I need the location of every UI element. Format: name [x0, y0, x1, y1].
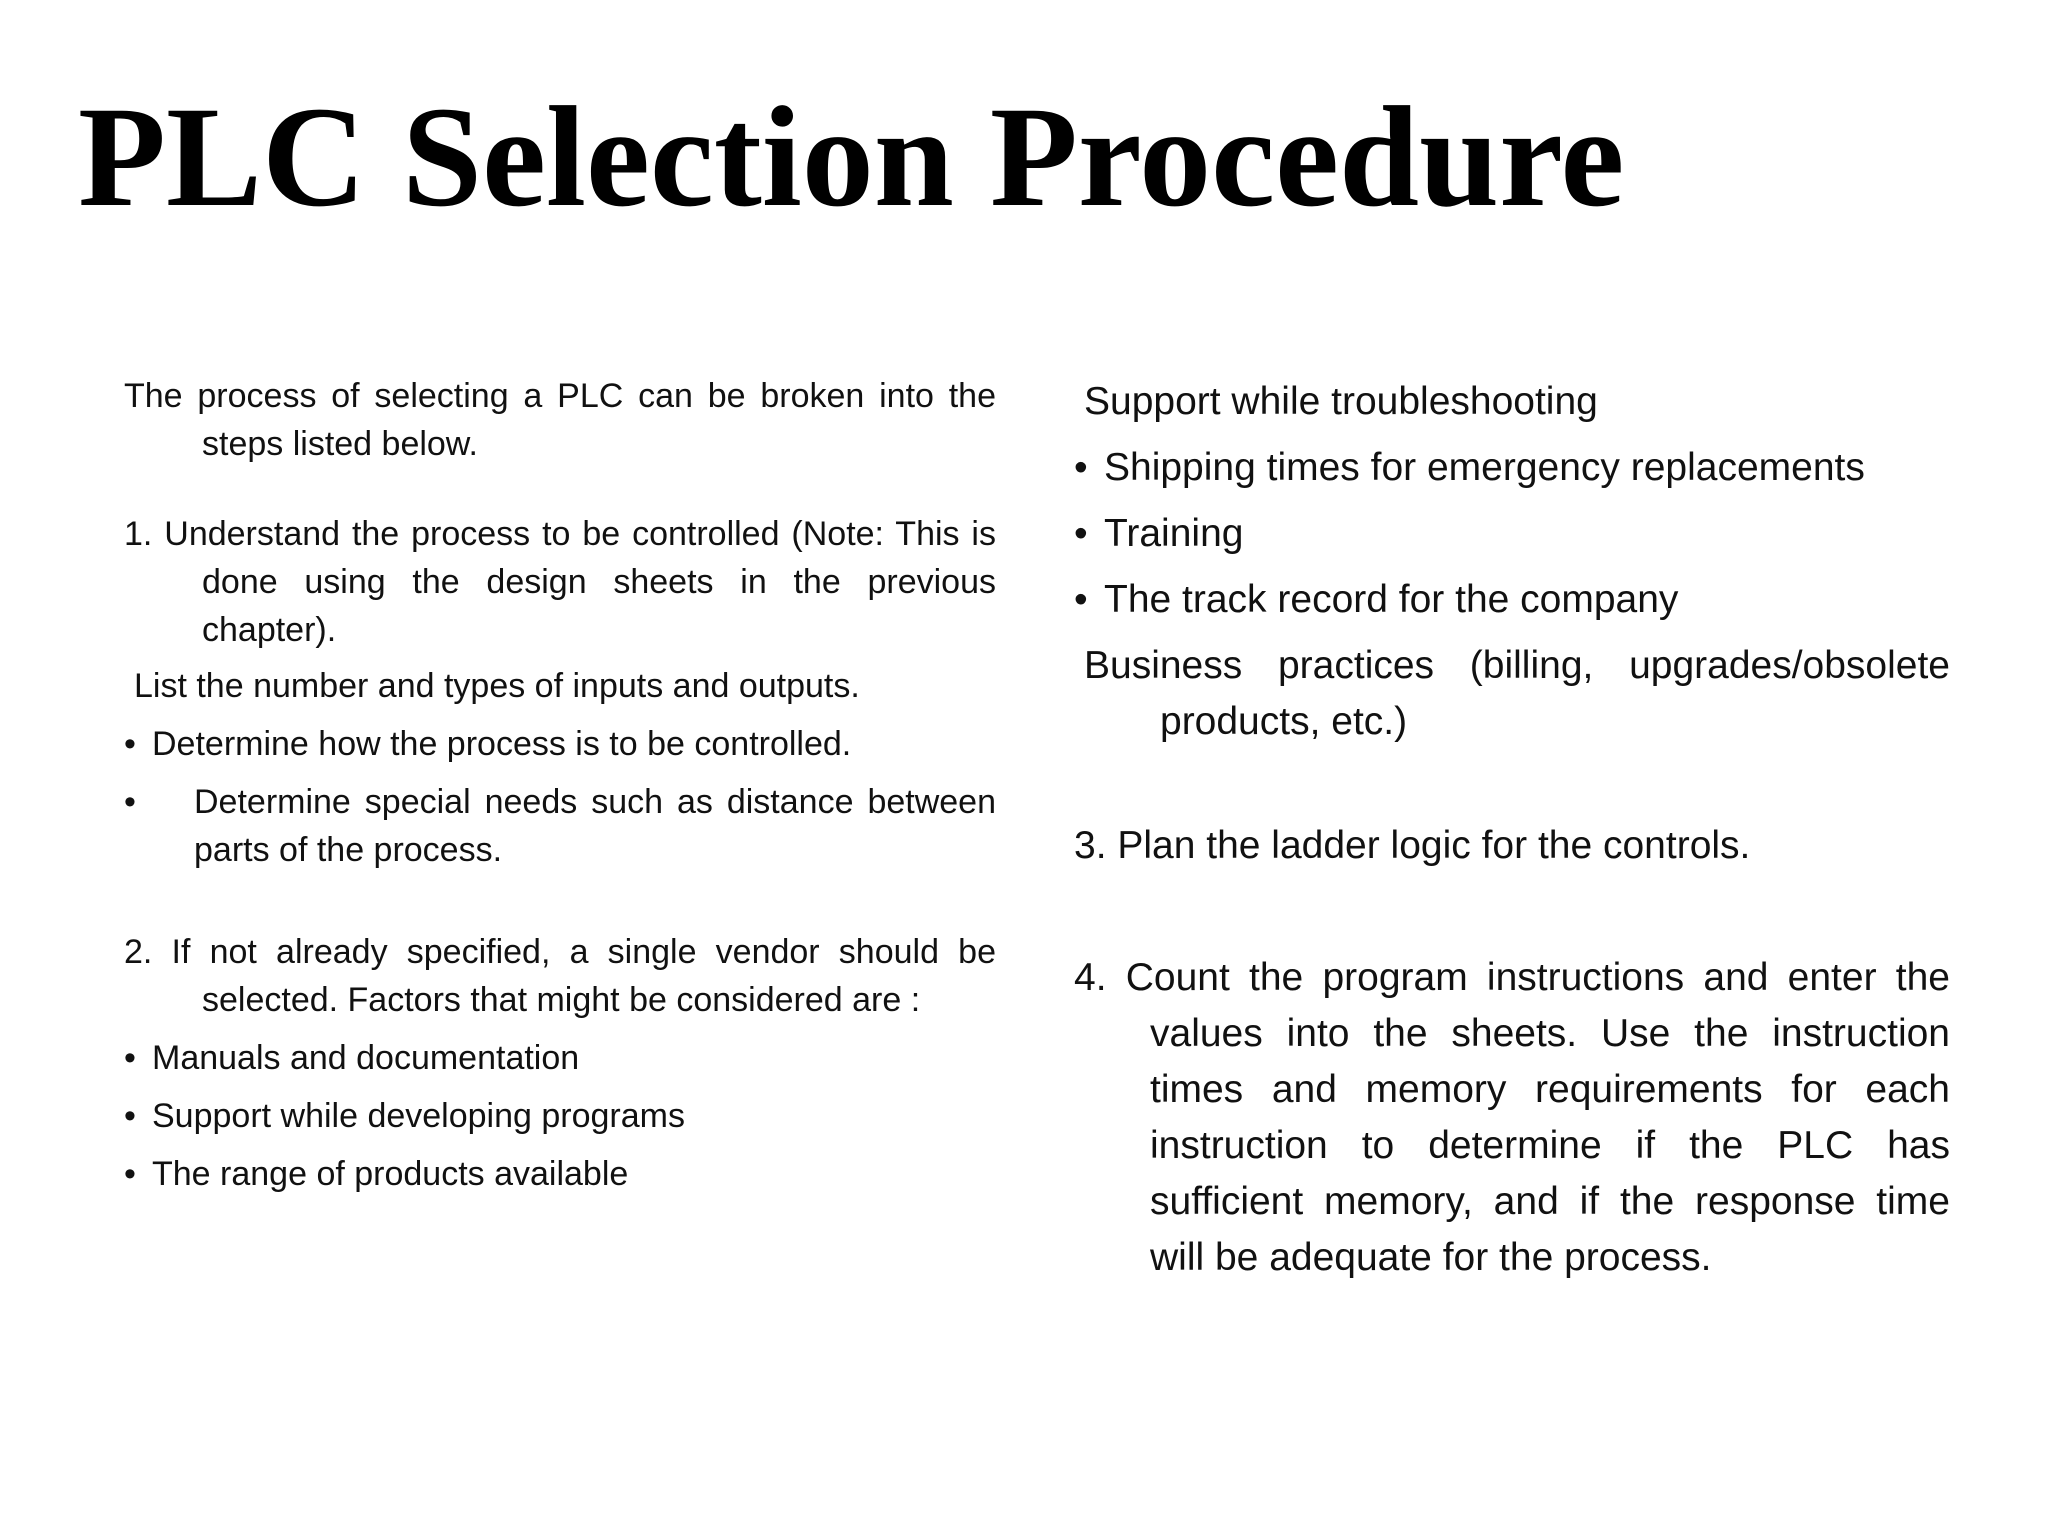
vendor-factor-troubleshooting: Support while troubleshooting: [1084, 380, 1598, 423]
vendor-factor-track-record: [1074, 572, 1950, 628]
bullet-icon: •: [124, 1155, 136, 1193]
step-2-paragraph: 2. If not already specified, a single vendor should be selected. Factors that might be considered are :: [124, 933, 996, 1019]
list-item-text: Support while developing programs: [152, 1097, 685, 1135]
vendor-factor-shipping: [1074, 440, 1950, 496]
step-2-item-3: [124, 1150, 996, 1198]
step-1-paragraph: 1. Understand the process to be controlled (Note: This is done using the design sheets in the previous chapter).: [124, 515, 996, 649]
step-2-item-1: [124, 1034, 996, 1082]
vendor-factor-training: [1074, 506, 1950, 562]
list-item-text: Shipping times for emergency replacements: [1104, 446, 1865, 489]
bullet-icon: •: [124, 1039, 136, 1077]
step-2-item-2: [124, 1092, 996, 1140]
step-3-paragraph: 3. Plan the ladder logic for the controls.: [1074, 824, 1751, 867]
step-1-item-2: [124, 720, 996, 768]
bullet-icon: •: [1074, 446, 1088, 489]
bullet-icon: •: [124, 1097, 136, 1135]
bullet-icon: •: [1074, 578, 1088, 621]
list-item-text: Determine how the process is to be controlled.: [152, 725, 852, 763]
step-1-item-1: List the number and types of inputs and outputs.: [134, 667, 860, 705]
list-item-text: The track record for the company: [1104, 578, 1679, 621]
bullet-icon: •: [124, 783, 136, 821]
right-column: [1074, 374, 1950, 1286]
list-item-text: Determine special needs such as distance between parts of the process.: [194, 783, 996, 869]
intro-paragraph: The process of selecting a PLC can be broken into the steps listed below.: [124, 377, 996, 463]
list-item-text: The range of products available: [152, 1155, 629, 1193]
left-column: [124, 372, 996, 1198]
bullet-icon: •: [124, 725, 136, 763]
step-4-paragraph: 4. Count the program instructions and enter the values into the sheets. Use the instruction times and memory requirements for each instruction to determine if the PLC has sufficient memory, and if the response time will be adequate for the process.: [1074, 956, 1950, 1279]
list-item-text: Manuals and documentation: [152, 1039, 580, 1077]
slide-title: PLC Selection Procedure: [78, 78, 1625, 237]
vendor-factor-business-practices: Business practices (billing, upgrades/obsolete products, etc.): [1084, 644, 1950, 743]
step-1-item-3: [124, 778, 996, 874]
bullet-icon: •: [1074, 512, 1088, 555]
list-item-text: Training: [1104, 512, 1244, 555]
